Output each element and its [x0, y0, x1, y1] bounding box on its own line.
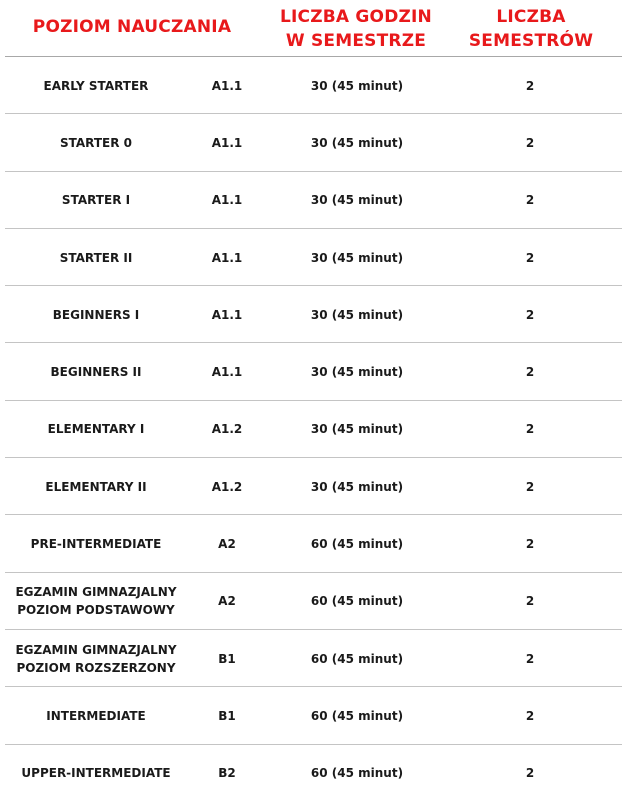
cefr-cell: A1.1 [211, 365, 243, 380]
table-row [0, 343, 629, 400]
hours-cell: 30 (45 minut) [310, 307, 404, 322]
hours-cell: 30 (45 minut) [310, 250, 404, 265]
semesters-cell: 2 [525, 78, 535, 93]
table-row [0, 172, 629, 229]
semesters-cell: 2 [525, 422, 535, 437]
hours-cell: 30 (45 minut) [310, 135, 404, 150]
level-cell: BEGINNERS I [52, 307, 140, 322]
hours-cell: 30 (45 minut) [310, 422, 404, 437]
level-cell: ELEMENTARY I [47, 422, 145, 437]
cefr-cell: A1.1 [211, 250, 243, 265]
header-level: POZIOM NAUCZANIA [32, 17, 232, 37]
semesters-cell: 2 [525, 594, 535, 609]
level-cell: STARTER 0 [59, 135, 133, 150]
hours-cell: 30 (45 minut) [310, 193, 404, 208]
table-row [0, 687, 629, 744]
level-cell: EGZAMIN GIMNAZJALNY POZIOM ROZSZERZONY [15, 642, 177, 675]
table-row [0, 229, 629, 286]
cefr-cell: B2 [218, 766, 236, 781]
hours-cell: 30 (45 minut) [310, 365, 404, 380]
semesters-cell: 2 [525, 479, 535, 494]
table-row [0, 745, 629, 802]
semesters-cell: 2 [525, 708, 535, 723]
semesters-cell: 2 [525, 651, 535, 666]
table-row [0, 458, 629, 515]
table-row [0, 515, 629, 572]
cefr-cell: B1 [218, 651, 236, 666]
level-cell: UPPER-INTERMEDIATE [21, 766, 171, 781]
level-cell: BEGINNERS II [50, 365, 142, 380]
hours-cell: 60 (45 minut) [310, 537, 404, 552]
table-body [0, 57, 629, 802]
table-row [0, 57, 629, 114]
hours-cell: 60 (45 minut) [310, 708, 404, 723]
table-header [0, 0, 629, 57]
hours-cell: 60 (45 minut) [310, 651, 404, 666]
table-row [0, 114, 629, 171]
semesters-cell: 2 [525, 365, 535, 380]
semesters-cell: 2 [525, 766, 535, 781]
semesters-cell: 2 [525, 537, 535, 552]
header-semesters: LICZBA SEMESTRÓW [468, 7, 594, 51]
level-cell: STARTER I [61, 193, 131, 208]
hours-cell: 30 (45 minut) [310, 78, 404, 93]
semesters-cell: 2 [525, 193, 535, 208]
level-cell: EARLY STARTER [43, 78, 149, 93]
semesters-cell: 2 [525, 135, 535, 150]
hours-cell: 60 (45 minut) [310, 594, 404, 609]
table-row [0, 573, 629, 630]
header-hours: LICZBA GODZIN W SEMESTRZE [280, 7, 432, 51]
hours-cell: 60 (45 minut) [310, 766, 404, 781]
table-row [0, 286, 629, 343]
cefr-cell: A2 [218, 594, 236, 609]
cefr-cell: B1 [218, 708, 236, 723]
cefr-cell: A1.1 [211, 78, 243, 93]
level-cell: EGZAMIN GIMNAZJALNY POZIOM PODSTAWOWY [15, 585, 177, 618]
cefr-cell: A1.1 [211, 307, 243, 322]
semesters-cell: 2 [525, 250, 535, 265]
cefr-cell: A1.1 [211, 193, 243, 208]
level-cell: INTERMEDIATE [46, 708, 146, 723]
hours-cell: 30 (45 minut) [310, 479, 404, 494]
table-row [0, 630, 629, 687]
cefr-cell: A1.2 [211, 479, 243, 494]
level-cell: ELEMENTARY II [45, 479, 147, 494]
level-cell: PRE-INTERMEDIATE [30, 537, 162, 552]
semesters-cell: 2 [525, 307, 535, 322]
cefr-cell: A1.1 [211, 135, 243, 150]
table-row [0, 401, 629, 458]
level-cell: STARTER II [59, 250, 133, 265]
cefr-cell: A1.2 [211, 422, 243, 437]
cefr-cell: A2 [218, 537, 236, 552]
